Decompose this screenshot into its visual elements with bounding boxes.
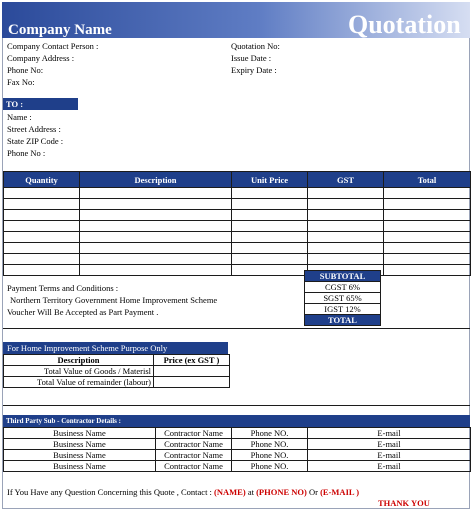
table-cell[interactable] <box>308 243 384 254</box>
footer-email: (E-MAIL ) <box>320 487 360 497</box>
business-name: Business Name <box>4 428 156 439</box>
quotation-no-label: Quotation No: <box>231 41 280 51</box>
table-cell[interactable] <box>232 232 308 243</box>
table-cell[interactable] <box>384 232 471 243</box>
contractor-name: Contractor Name <box>156 461 232 472</box>
company-fax-label: Fax No: <box>7 77 35 87</box>
table-cell[interactable] <box>4 232 80 243</box>
scheme-table <box>3 354 230 388</box>
header-banner <box>2 2 470 38</box>
table-cell[interactable] <box>80 265 232 276</box>
table-cell[interactable] <box>4 243 80 254</box>
table-row <box>4 243 471 254</box>
contractor-phone: Phone NO. <box>232 428 308 439</box>
table-cell[interactable] <box>4 254 80 265</box>
scheme-goods-label: Total Value of Goods / Materisl <box>4 366 154 377</box>
table-cell[interactable] <box>308 199 384 210</box>
contractor-phone: Phone NO. <box>232 439 308 450</box>
business-name: Business Name <box>4 450 156 461</box>
table-cell[interactable] <box>232 221 308 232</box>
table-cell[interactable] <box>4 199 80 210</box>
to-name-label: Name : <box>7 112 32 122</box>
payment-terms-line-2: Northern Territory Government Home Improvement Scheme <box>10 295 218 305</box>
table-cell[interactable] <box>384 265 471 276</box>
issue-date-label: Issue Date : <box>231 53 272 63</box>
items-table <box>3 171 471 276</box>
table-cell[interactable] <box>308 232 384 243</box>
table-cell[interactable] <box>232 254 308 265</box>
scheme-col-price: Price (ex GST ) <box>154 355 230 366</box>
table-row <box>4 221 471 232</box>
contractor-name: Contractor Name <box>156 428 232 439</box>
to-section-header: TO : <box>3 98 78 110</box>
scheme-labour-label: Total Value of remainder (labour) <box>4 377 154 388</box>
payment-terms-heading: Payment Terms and Conditions : <box>7 283 119 293</box>
table-cell[interactable] <box>80 254 232 265</box>
igst-label: IGST 12% <box>305 304 381 315</box>
sgst-label: SGST 65% <box>305 293 381 304</box>
table-row <box>4 254 471 265</box>
table-cell[interactable] <box>308 210 384 221</box>
to-state-zip-label: State ZIP Code : <box>7 136 64 146</box>
col-total: Total <box>384 172 471 188</box>
footer-at: at <box>247 487 254 497</box>
company-address-label: Company Address : <box>7 53 75 63</box>
col-quantity: Quantity <box>4 172 80 188</box>
business-name: Business Name <box>4 439 156 450</box>
to-phone-label: Phone No : <box>7 148 46 158</box>
document-title: Quotation <box>348 10 461 39</box>
table-cell[interactable] <box>4 188 80 199</box>
table-cell[interactable] <box>384 243 471 254</box>
table-cell[interactable] <box>384 188 471 199</box>
table-cell[interactable] <box>384 199 471 210</box>
table-row <box>4 199 471 210</box>
footer-question-text: If You Have any Question Concerning this Quote , Contact : <box>7 487 212 497</box>
footer-phone: (PHONE NO) <box>256 487 307 497</box>
footer-name: (NAME) <box>214 487 246 497</box>
payment-terms-line-3: Voucher Will Be Accepted as Part Payment . <box>7 307 159 317</box>
scheme-header: For Home Improvement Scheme Purpose Only <box>3 342 228 354</box>
table-row <box>4 461 471 472</box>
table-row <box>4 428 471 439</box>
contractor-name: Contractor Name <box>156 439 232 450</box>
contractor-email: E-mail <box>308 450 471 461</box>
table-cell[interactable] <box>308 188 384 199</box>
scheme-col-description: Description <box>4 355 154 366</box>
col-description: Description <box>80 172 232 188</box>
table-row <box>4 265 471 276</box>
table-cell[interactable] <box>4 210 80 221</box>
cgst-label: CGST 6% <box>305 282 381 293</box>
contractors-header: Third Party Sub - Contractor Details : <box>3 415 470 427</box>
table-cell[interactable] <box>232 243 308 254</box>
section-divider <box>3 328 470 329</box>
to-street-label: Street Address : <box>7 124 61 134</box>
expiry-date-label: Expiry Date : <box>231 65 277 75</box>
table-cell[interactable] <box>308 221 384 232</box>
table-cell[interactable] <box>80 199 232 210</box>
company-phone-label: Phone No: <box>7 65 44 75</box>
table-cell[interactable] <box>80 221 232 232</box>
footer-contact-line <box>7 487 359 498</box>
totals-box <box>304 270 381 326</box>
table-cell[interactable] <box>232 199 308 210</box>
table-cell[interactable] <box>308 254 384 265</box>
contractor-email: E-mail <box>308 439 471 450</box>
table-cell[interactable] <box>4 221 80 232</box>
contractor-email: E-mail <box>308 428 471 439</box>
contractor-email: E-mail <box>308 461 471 472</box>
total-label: TOTAL <box>305 315 381 326</box>
table-cell[interactable] <box>4 265 80 276</box>
contractor-phone: Phone NO. <box>232 461 308 472</box>
table-cell[interactable] <box>384 254 471 265</box>
table-cell[interactable] <box>80 210 232 221</box>
subtotal-label: SUBTOTAL <box>305 271 381 282</box>
table-row <box>4 232 471 243</box>
table-row <box>4 210 471 221</box>
contractor-phone: Phone NO. <box>232 450 308 461</box>
company-name: Company Name <box>8 22 112 38</box>
col-unit-price: Unit Price <box>232 172 308 188</box>
scheme-labour-value[interactable] <box>154 377 230 388</box>
contractors-table <box>3 427 471 472</box>
scheme-goods-value[interactable] <box>154 366 230 377</box>
company-contact-person-label: Company Contact Person : <box>7 41 99 51</box>
table-cell[interactable] <box>80 232 232 243</box>
table-row <box>4 450 471 461</box>
table-cell[interactable] <box>384 210 471 221</box>
table-cell[interactable] <box>232 188 308 199</box>
table-cell[interactable] <box>232 210 308 221</box>
table-cell[interactable] <box>80 188 232 199</box>
table-cell[interactable] <box>384 221 471 232</box>
table-cell[interactable] <box>232 265 308 276</box>
table-row <box>4 188 471 199</box>
thank-you-text: THANK YOU <box>378 498 430 508</box>
footer-or: Or <box>308 487 318 497</box>
col-gst: GST <box>308 172 384 188</box>
table-row <box>4 439 471 450</box>
section-divider <box>3 405 470 406</box>
business-name: Business Name <box>4 461 156 472</box>
table-cell[interactable] <box>80 243 232 254</box>
contractor-name: Contractor Name <box>156 450 232 461</box>
